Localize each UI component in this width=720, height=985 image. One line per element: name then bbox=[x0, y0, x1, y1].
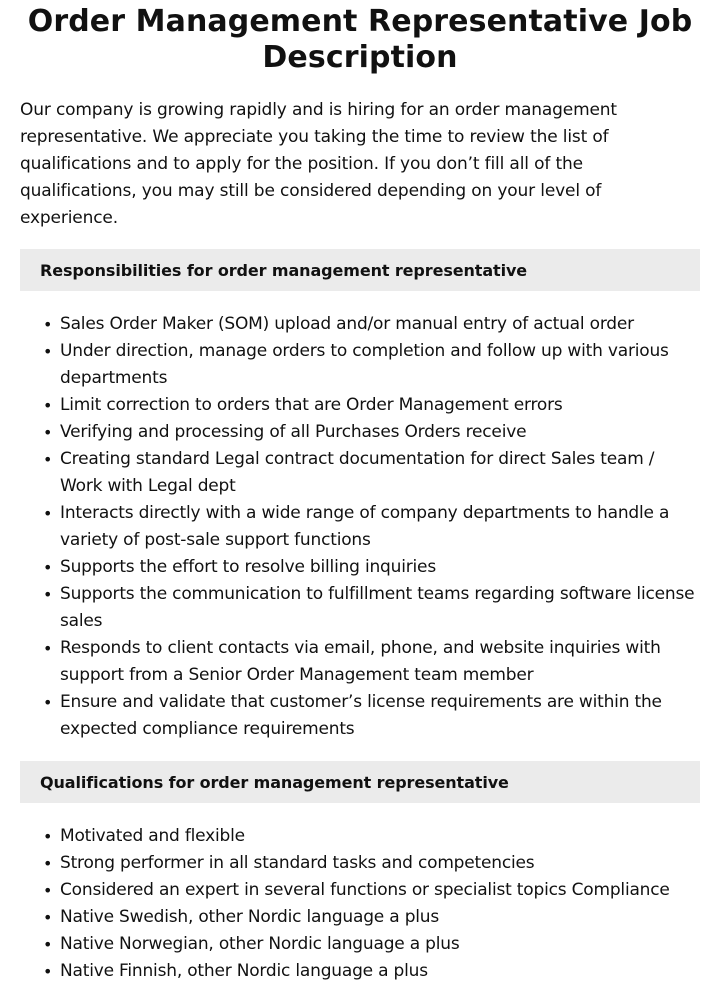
responsibility-text: Limit correction to orders that are Order Management errors bbox=[60, 395, 563, 415]
bullet-icon: • bbox=[43, 315, 53, 334]
bullet-icon: • bbox=[43, 962, 53, 981]
bullet-icon: • bbox=[43, 423, 53, 442]
responsibility-item bbox=[43, 311, 700, 338]
qualification-item bbox=[43, 931, 700, 958]
responsibility-text: Supports the effort to resolve billing inquiries bbox=[60, 557, 436, 577]
responsibility-text: Creating standard Legal contract documentation for direct Sales team / Work with Legal dept bbox=[60, 449, 655, 496]
bullet-icon: • bbox=[43, 585, 53, 604]
responsibility-text: Supports the communication to fulfillment teams regarding software license sales bbox=[60, 584, 695, 631]
responsibility-item bbox=[43, 419, 700, 446]
bullet-icon: • bbox=[43, 881, 53, 900]
qualifications-list bbox=[20, 823, 700, 985]
responsibility-item bbox=[43, 689, 700, 743]
responsibility-item bbox=[43, 500, 700, 554]
qualification-text: Native Finnish, other Nordic language a plus bbox=[60, 961, 428, 981]
qualification-text: Strong performer in all standard tasks and competencies bbox=[60, 853, 535, 873]
responsibility-text: Responds to client contacts via email, phone, and website inquiries with support from a Senior Order Management team member bbox=[60, 638, 661, 685]
qualification-item bbox=[43, 850, 700, 877]
qualification-item bbox=[43, 958, 700, 985]
bullet-icon: • bbox=[43, 342, 53, 361]
qualification-text: Native Norwegian, other Nordic language a plus bbox=[60, 934, 460, 954]
responsibility-item bbox=[43, 392, 700, 419]
responsibility-item bbox=[43, 338, 700, 392]
intro-paragraph: Our company is growing rapidly and is hiring for an order management representative. We appreciate you taking the time to review the list of qualifications and to apply for the position. If you don’t fill all of the qualifications, you may still be considered depending on your level of experience. bbox=[20, 100, 617, 228]
responsibilities-list bbox=[20, 311, 700, 743]
bullet-icon: • bbox=[43, 827, 53, 846]
qualification-text: Considered an expert in several functions or specialist topics Compliance bbox=[60, 880, 670, 900]
bullet-icon: • bbox=[43, 504, 53, 523]
qualification-item bbox=[43, 877, 700, 904]
qualification-item bbox=[43, 823, 700, 850]
responsibility-item bbox=[43, 554, 700, 581]
qualification-text: Motivated and flexible bbox=[60, 826, 245, 846]
responsibility-item bbox=[43, 446, 700, 500]
responsibilities-heading: Responsibilities for order management representative bbox=[20, 249, 700, 291]
responsibility-text: Under direction, manage orders to completion and follow up with various departments bbox=[60, 341, 669, 388]
responsibility-item bbox=[43, 635, 700, 689]
bullet-icon: • bbox=[43, 639, 53, 658]
bullet-icon: • bbox=[43, 693, 53, 712]
bullet-icon: • bbox=[43, 908, 53, 927]
bullet-icon: • bbox=[43, 558, 53, 577]
bullet-icon: • bbox=[43, 854, 53, 873]
bullet-icon: • bbox=[43, 935, 53, 954]
bullet-icon: • bbox=[43, 396, 53, 415]
qualification-item bbox=[43, 904, 700, 931]
responsibility-item bbox=[43, 581, 700, 635]
responsibility-text: Ensure and validate that customer’s license requirements are within the expected compliance requirements bbox=[60, 692, 662, 739]
responsibility-text: Interacts directly with a wide range of company departments to handle a variety of post-sale support functions bbox=[60, 503, 670, 550]
qualification-text: Native Swedish, other Nordic language a plus bbox=[60, 907, 440, 927]
bullet-icon: • bbox=[43, 450, 53, 469]
responsibility-text: Sales Order Maker (SOM) upload and/or manual entry of actual order bbox=[60, 314, 634, 334]
qualifications-heading: Qualifications for order management representative bbox=[20, 761, 700, 803]
responsibility-text: Verifying and processing of all Purchases Orders receive bbox=[60, 422, 527, 442]
page-title: Order Management Representative Job Description bbox=[27, 4, 693, 75]
